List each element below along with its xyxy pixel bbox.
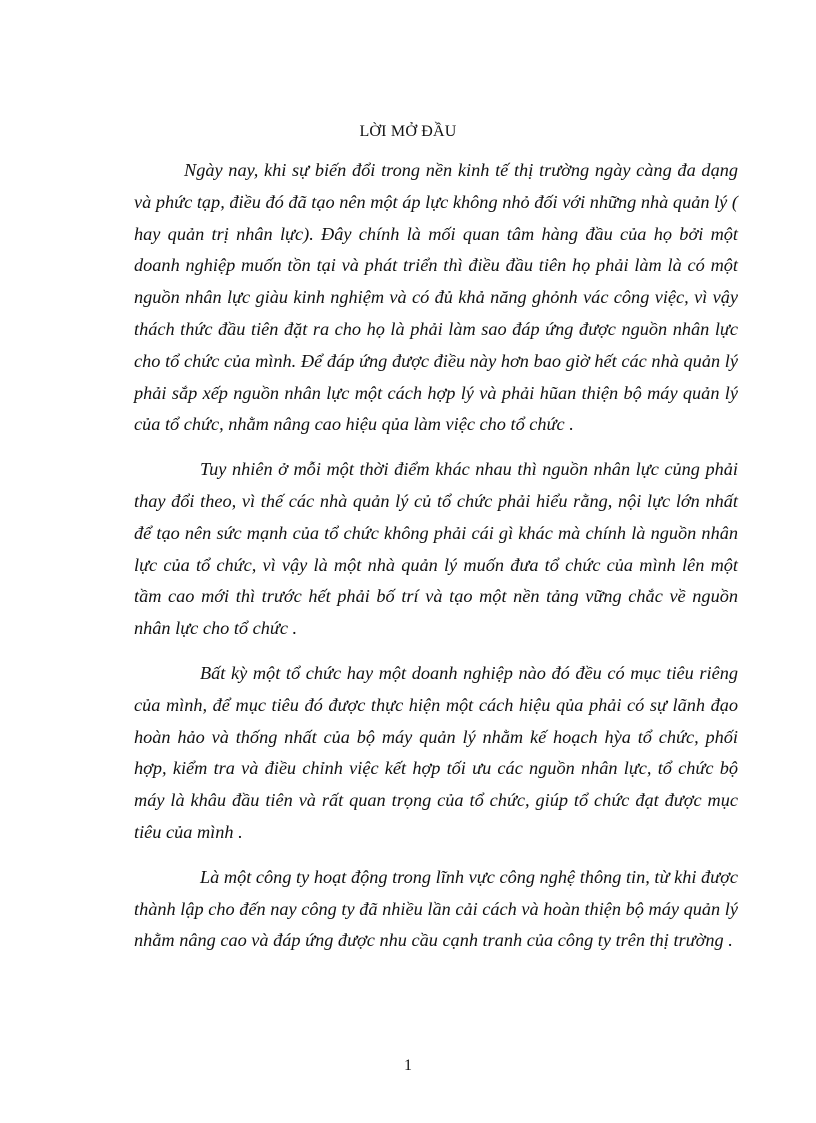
paragraph-1: Ngày nay, khi sự biến đổi trong nền kinh tế thị trường ngày càng đa dạng và phức tạp, điều đó đã tạo nên một áp lực không nhỏ đối với những nhà quản lý ( hay quản trị nhân lực). Đây chính là mối quan tâm hàng đầu của họ bởi một doanh nghiệp muốn tồn tại và phát triển thì điều đầu tiên họ phải làm là có một nguồn nhân lực giàu kinh nghiệm và có đủ khả năng ghỏnh vác công việc, vì vậy thách thức đầu tiên đặt ra cho họ là phải làm sao đáp ứng được nguồn nhân lực cho tổ chức của mình. Để đáp ứng được điều này hơn bao giờ hết các nhà quản lý phải sắp xếp nguồn nhân lực một cách hợp lý và phải hũan thiện bộ máy quản lý của tổ chức, nhằm nâng cao hiệu qủa làm việc cho tổ chức . [134,160,738,435]
paragraph-3: Bất kỳ một tổ chức hay một doanh nghiệp nào đó đều có mục tiêu riêng của mình, để mục tiêu đó được thực hiện một cách hiệu qủa phải có sự lãnh đạo hoàn hảo và thống nhất của bộ máy quản lý nhằm kế hoạch hỳa tổ chức, phối hợp, kiểm tra và điều chỉnh việc kết hợp tối ưu các nguồn nhân lực, tổ chức bộ máy là khâu đầu tiên và rất quan trọng của tổ chức, giúp tổ chức đạt được mục tiêu của mình . [134,662,738,842]
paragraph-2: Tuy nhiên ở mỗi một thời điểm khác nhau thì nguồn nhân lực củng phải thay đổi theo, vì thế các nhà quản lý củ tổ chức phải hiểu rằng, nội lực lớn nhất để tạo nên sức mạnh của tổ chức không phải cái gì khác mà chính là nguồn nhân lực của tổ chức, vì vậy là một nhà quản lý muốn đưa tổ chức của mình lên một tầm cao mới thì trước hết phải bố trí và tạo một nền tảng vững chắc về nguồn nhân lực cho tổ chức . [134,459,738,639]
body-text [134,155,738,970]
page-number: 1 [404,1057,412,1074]
paragraph-4: Là một công ty hoạt động trong lĩnh vực công nghệ thông tin, từ khi được thành lập cho đến nay công ty đã nhiều lần cải cách và hoàn thiện bộ máy quản lý nhằm nâng cao và đáp ứng được nhu cầu cạnh tranh của công ty trên thị trường . [134,866,738,951]
page-title: LỜI MỞ ĐẦU [359,123,457,140]
